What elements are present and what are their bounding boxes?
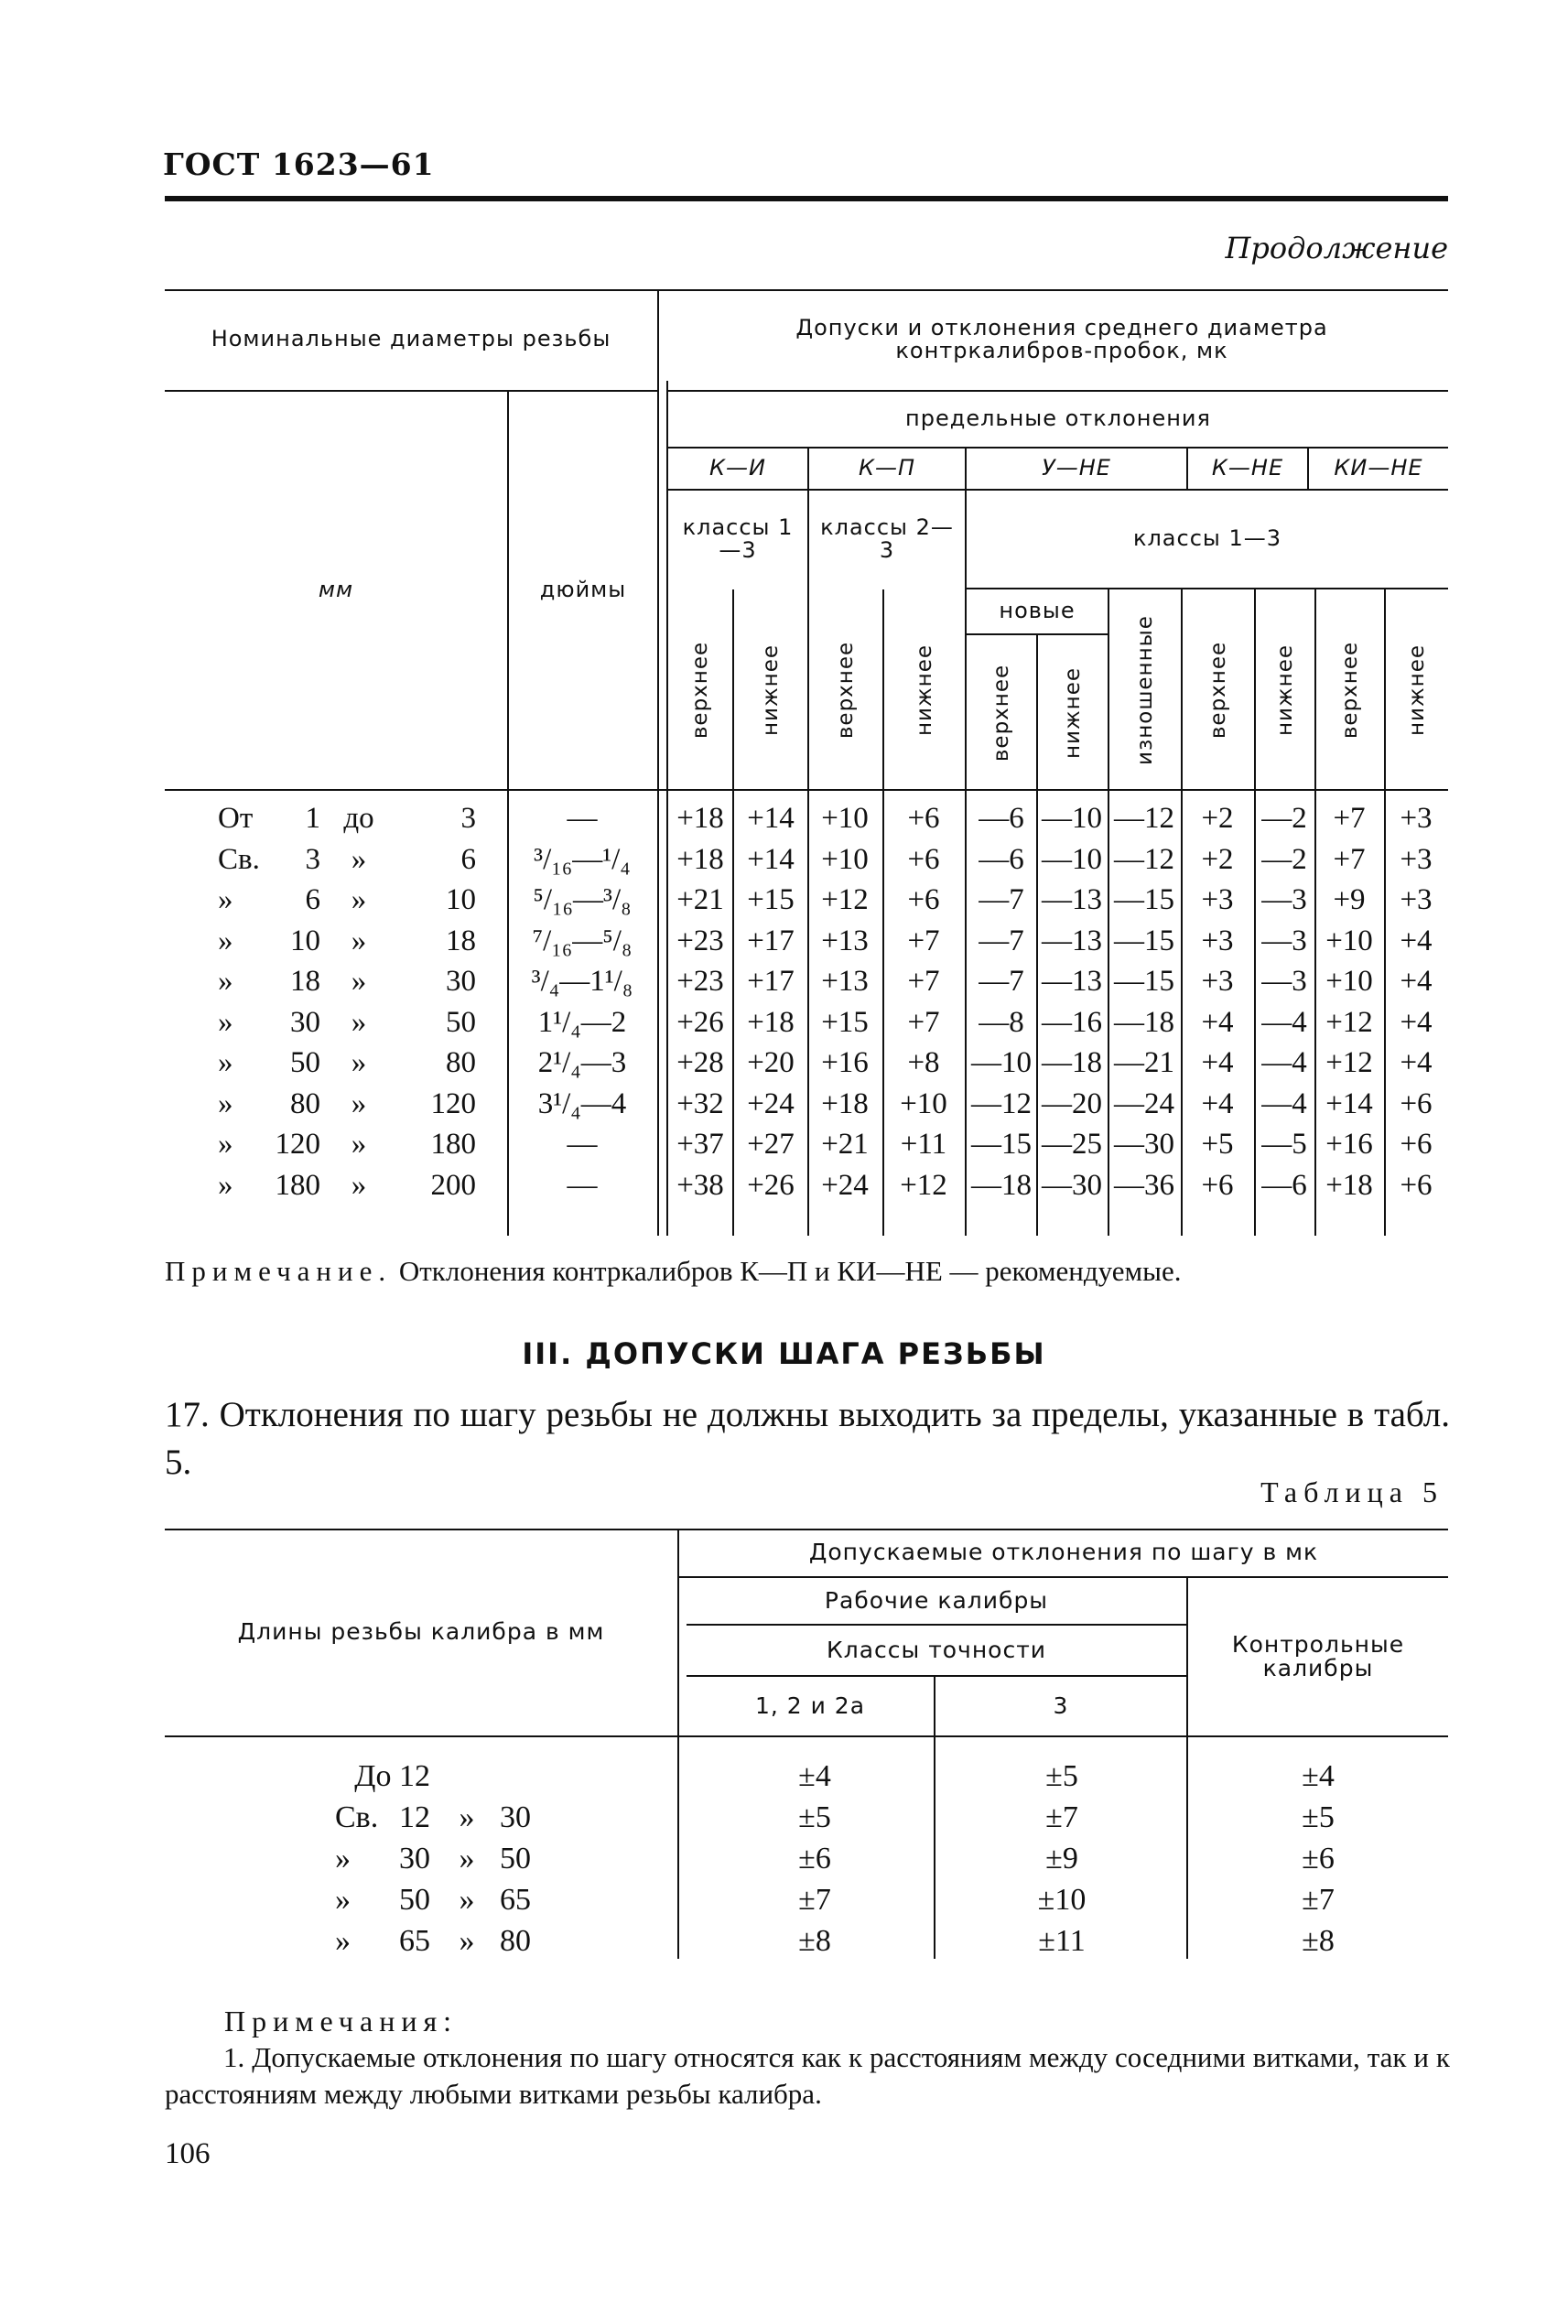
row-value: +4 [1201,1046,1234,1079]
row-value: +6 [1400,1128,1433,1161]
row-prefix: Св. [218,842,260,876]
row-value: +10 [1325,924,1373,957]
class-1-2-2a-header: 1, 2 и 2а [754,1692,866,1719]
row-value: —24 [1114,1086,1174,1120]
allowed-deviations-header: Допускаемые отклонения по шагу в мк [808,1538,1319,1565]
row-separator: » [351,965,367,998]
working-gauges-header: Рабочие калибры [824,1586,1049,1614]
row-inches: ³/₁₆—¹/₄ [534,842,631,876]
row-value: +37 [676,1128,724,1161]
row-value: +20 [747,1046,795,1079]
row-value: +4 [1400,965,1433,998]
table-col-rule [677,1529,679,1959]
group-u-ne: У—НЕ [1042,455,1111,481]
row-value: +23 [676,965,724,998]
row-inches: 1¹/₄—2 [537,1005,627,1039]
row-value: —15 [1114,883,1174,916]
row-value: —21 [1114,1046,1174,1079]
row-from: 10 [290,924,320,957]
group-ki-ne: КИ—НЕ [1334,455,1423,481]
row-working-class-1: ±8 [798,1924,831,1958]
row-to: 80 [500,1924,531,1958]
row-value: —30 [1042,1168,1102,1202]
row-inches: 2¹/₄—3 [537,1046,627,1079]
row-value: +13 [821,965,869,998]
row-value: +12 [1325,1046,1373,1079]
group-k-i: К—И [709,455,766,481]
row-from: 120 [275,1128,320,1161]
row-inches: — [567,1128,598,1161]
row-value: +11 [900,1128,947,1161]
row-to: 30 [446,965,476,998]
row-prefix: » [335,1883,351,1917]
row-to: 180 [430,1128,476,1161]
row-value: —4 [1261,1046,1307,1079]
row-value: +8 [907,1046,940,1079]
row-value: +10 [1325,965,1373,998]
mm-header: мм [318,577,354,603]
row-value: +18 [821,1086,869,1120]
sub-upper: верхнее [989,664,1014,762]
row-value: —10 [971,1046,1032,1079]
row-separator: » [459,1883,475,1917]
row-to: 10 [446,883,476,916]
sub-lower: нижнее [1061,666,1086,760]
row-prefix: Св. [335,1800,379,1834]
sub-lower: нижнее [913,643,937,737]
row-value: +38 [676,1168,724,1202]
row-value: +21 [676,883,724,916]
row-working-class-3: ±11 [1038,1924,1086,1958]
row-separator: до [343,802,374,835]
row-value: —7 [979,965,1024,998]
row-value: +26 [676,1005,724,1039]
row-value: —5 [1261,1128,1307,1161]
table-5-label-text: Таблица 5 [1260,1475,1444,1508]
row-inches: — [567,1168,598,1202]
row-value: —8 [979,1005,1024,1039]
row-control: ±5 [1302,1800,1335,1834]
page-number: 106 [165,2137,211,2170]
row-separator: » [351,1086,367,1120]
sub-worn: изношенные [1133,615,1157,765]
row-value: +10 [821,842,869,876]
row-separator: » [351,924,367,957]
header-rule [165,196,1448,201]
row-value: +6 [907,802,940,835]
row-from: 50 [290,1046,320,1079]
classes-ki: классы 1—3 [682,513,794,563]
table-header-bottom-rule [165,1735,1448,1737]
row-from: 80 [290,1086,320,1120]
row-prefix: » [335,1842,351,1875]
row-value: +3 [1201,883,1234,916]
row-value: +7 [1333,842,1366,876]
row-value: +18 [676,802,724,835]
row-value: +21 [821,1128,869,1161]
table-5-label [1260,1475,1444,1509]
row-value: +26 [747,1168,795,1202]
row-inches: ⁵/₁₆—³/₈ [533,883,632,916]
row-value: —3 [1261,965,1307,998]
sub-upper: верхнее [688,641,713,740]
row-from: 65 [399,1924,430,1958]
row-working-class-3: ±7 [1045,1800,1078,1834]
sub-upper: верхнее [1338,641,1363,740]
row-separator: » [351,1128,367,1161]
row-value: +12 [1325,1005,1373,1039]
row-value: +3 [1201,965,1234,998]
row-to: 3 [460,802,476,835]
row-separator: » [459,1800,475,1834]
classes-kp: классы 2—3 [820,513,954,563]
row-inches: — [567,802,598,835]
row-prefix: » [218,1046,233,1079]
row-value: —7 [979,883,1024,916]
row-from: 1 [305,802,320,835]
row-value: +6 [907,883,940,916]
row-value: +16 [821,1046,869,1079]
row-separator: » [351,1168,367,1202]
row-value: +10 [900,1086,947,1120]
row-to: 30 [500,1800,531,1834]
row-value: +10 [821,802,869,835]
row-value: —18 [1042,1046,1102,1079]
row-prefix: От [218,802,254,835]
class-3-header: 3 [1053,1692,1069,1719]
row-value: +32 [676,1086,724,1120]
row-value: +17 [747,924,795,957]
note-text: Отклонения контркалибров К—П и КИ—НЕ — рекомендуемые. [392,1255,1182,1287]
row-value: +12 [821,883,869,916]
row-to: 50 [446,1005,476,1039]
row-value: +14 [747,802,795,835]
group-k-p: К—П [858,455,916,481]
standard-header: ГОСТ 1623—61 [163,146,435,182]
row-value: —10 [1042,802,1102,835]
row-value: +13 [821,924,869,957]
row-prefix: » [335,1924,351,1958]
row-value: —4 [1261,1005,1307,1039]
table-note [165,1254,1446,1289]
row-value: —18 [1114,1005,1174,1039]
row-value: +4 [1400,924,1433,957]
sub-upper: верхнее [1206,641,1231,740]
row-inches: ⁷/₁₆—⁵/₈ [532,924,633,957]
row-value: +27 [747,1128,795,1161]
row-from: 6 [305,883,320,916]
row-value: +14 [1325,1086,1373,1120]
row-value: +24 [747,1086,795,1120]
continuation-label: Продолжение [1225,231,1448,265]
row-from: До 12 [354,1759,430,1793]
row-value: +16 [1325,1128,1373,1161]
row-value: +3 [1400,802,1433,835]
row-working-class-3: ±5 [1045,1759,1078,1793]
row-from: 18 [290,965,320,998]
row-from: 30 [399,1842,430,1875]
row-separator: » [351,1005,367,1039]
row-inches: 3¹/₄—4 [537,1086,627,1120]
group-k-ne: К—НЕ [1211,455,1284,481]
row-value: —7 [979,924,1024,957]
row-separator: » [351,1046,367,1079]
row-value: +24 [821,1168,869,1202]
row-value: —2 [1261,802,1307,835]
row-to: 50 [500,1842,531,1875]
row-value: +4 [1400,1046,1433,1079]
note-lead: Примечание. [165,1255,393,1287]
row-value: +6 [1400,1086,1433,1120]
row-value: —3 [1261,883,1307,916]
row-control: ±7 [1302,1883,1335,1917]
row-from: 12 [399,1800,430,1834]
row-from: 50 [399,1883,430,1917]
row-value: +2 [1201,842,1234,876]
new-label: новые [999,598,1076,624]
row-value: +3 [1400,842,1433,876]
row-working-class-1: ±5 [798,1800,831,1834]
row-to: 6 [460,842,476,876]
row-to: 200 [430,1168,476,1202]
row-value: +3 [1201,924,1234,957]
row-control: ±8 [1302,1924,1335,1958]
row-value: +15 [821,1005,869,1039]
row-value: +15 [747,883,795,916]
row-value: —15 [1114,924,1174,957]
row-value: —13 [1042,883,1102,916]
row-value: +6 [907,842,940,876]
row-inches: ³/₄—1¹/₈ [531,965,633,998]
row-value: —4 [1261,1086,1307,1120]
section-title: III. ДОПУСКИ ШАГА РЕЗЬБЫ [522,1336,1046,1371]
row-value: —15 [971,1128,1032,1161]
row-value: —15 [1114,965,1174,998]
thread-length-header: Длины резьбы калибра в мм [237,1617,605,1645]
row-value: —3 [1261,924,1307,957]
row-value: +23 [676,924,724,957]
row-separator: » [351,842,367,876]
notes-title [224,2005,458,2038]
row-value: +14 [747,842,795,876]
row-value: +28 [676,1046,724,1079]
row-value: +18 [747,1005,795,1039]
sub-lower: нижнее [759,643,784,737]
note-item-1: 1. Допускаемые отклонения по шагу относятся как к расстояниям между соседними витками, так и к расстояниям между любыми витками резьбы калибра. [165,2041,1450,2110]
row-working-class-3: ±10 [1037,1883,1087,1917]
row-value: —10 [1042,842,1102,876]
sub-lower: нижнее [1273,643,1298,737]
row-value: +18 [676,842,724,876]
sub-lower: нижнее [1405,643,1430,737]
nominal-diameters-header: Номинальные диаметры резьбы [211,326,611,352]
notes-title-text: Примечания: [224,2005,459,2038]
row-prefix: » [218,883,233,916]
row-separator: » [351,883,367,916]
row-prefix: » [218,924,233,957]
row-value: —6 [979,842,1024,876]
row-value: +9 [1333,883,1366,916]
row-prefix: » [218,965,233,998]
row-from: 3 [305,842,320,876]
row-value: —25 [1042,1128,1102,1161]
row-value: +6 [1201,1168,1234,1202]
row-value: +18 [1325,1168,1373,1202]
row-value: —18 [971,1168,1032,1202]
row-value: —30 [1114,1128,1174,1161]
row-value: +7 [1333,802,1366,835]
row-value: +2 [1201,802,1234,835]
row-value: +4 [1400,1005,1433,1039]
row-control: ±4 [1302,1759,1335,1793]
row-value: +12 [900,1168,947,1202]
classes-rest: классы 1—3 [1132,525,1282,552]
row-to: 80 [446,1046,476,1079]
row-prefix: » [218,1128,233,1161]
accuracy-classes-header: Классы точности [826,1636,1047,1663]
paragraph-17: 17. Отклонения по шагу резьбы не должны выходить за пределы, указанные в табл. 5. [165,1395,1450,1482]
row-value: +5 [1201,1128,1234,1161]
row-prefix: » [218,1086,233,1120]
control-gauges-header: Контрольные калибры [1231,1630,1405,1681]
limit-deviations-header: предельные отклонения [905,405,1211,432]
row-working-class-3: ±9 [1045,1842,1078,1875]
row-value: —12 [1114,842,1174,876]
row-separator: » [459,1924,475,1958]
row-value: —16 [1042,1005,1102,1039]
row-value: —12 [971,1086,1032,1120]
row-value: —12 [1114,802,1174,835]
row-from: 30 [290,1005,320,1039]
row-value: +7 [907,1005,940,1039]
row-value: +7 [907,924,940,957]
row-value: +3 [1400,883,1433,916]
row-value: +6 [1400,1168,1433,1202]
row-value: —13 [1042,965,1102,998]
row-value: —6 [1261,1168,1307,1202]
row-value: +17 [747,965,795,998]
pitch-tolerance-table [165,1529,1448,1986]
row-value: +4 [1201,1086,1234,1120]
row-control: ±6 [1302,1842,1335,1875]
row-to: 18 [446,924,476,957]
row-to: 65 [500,1883,531,1917]
tolerance-table [165,289,1448,1241]
row-working-class-1: ±6 [798,1842,831,1875]
sub-upper: верхнее [834,641,859,740]
row-value: —20 [1042,1086,1102,1120]
row-from: 180 [275,1168,320,1202]
row-value: +7 [907,965,940,998]
row-value: —36 [1114,1168,1174,1202]
row-working-class-1: ±7 [798,1883,831,1917]
row-working-class-1: ±4 [798,1759,831,1793]
row-to: 120 [430,1086,476,1120]
inches-header: дюймы [539,577,627,603]
row-prefix: » [218,1168,233,1202]
row-prefix: » [218,1005,233,1039]
row-separator: » [459,1842,475,1875]
row-value: —6 [979,802,1024,835]
row-value: +4 [1201,1005,1234,1039]
row-value: —13 [1042,924,1102,957]
tolerances-header: Допуски и отклонения среднего диаметра контркалибров-пробок, мк [795,314,1328,363]
row-value: —2 [1261,842,1307,876]
